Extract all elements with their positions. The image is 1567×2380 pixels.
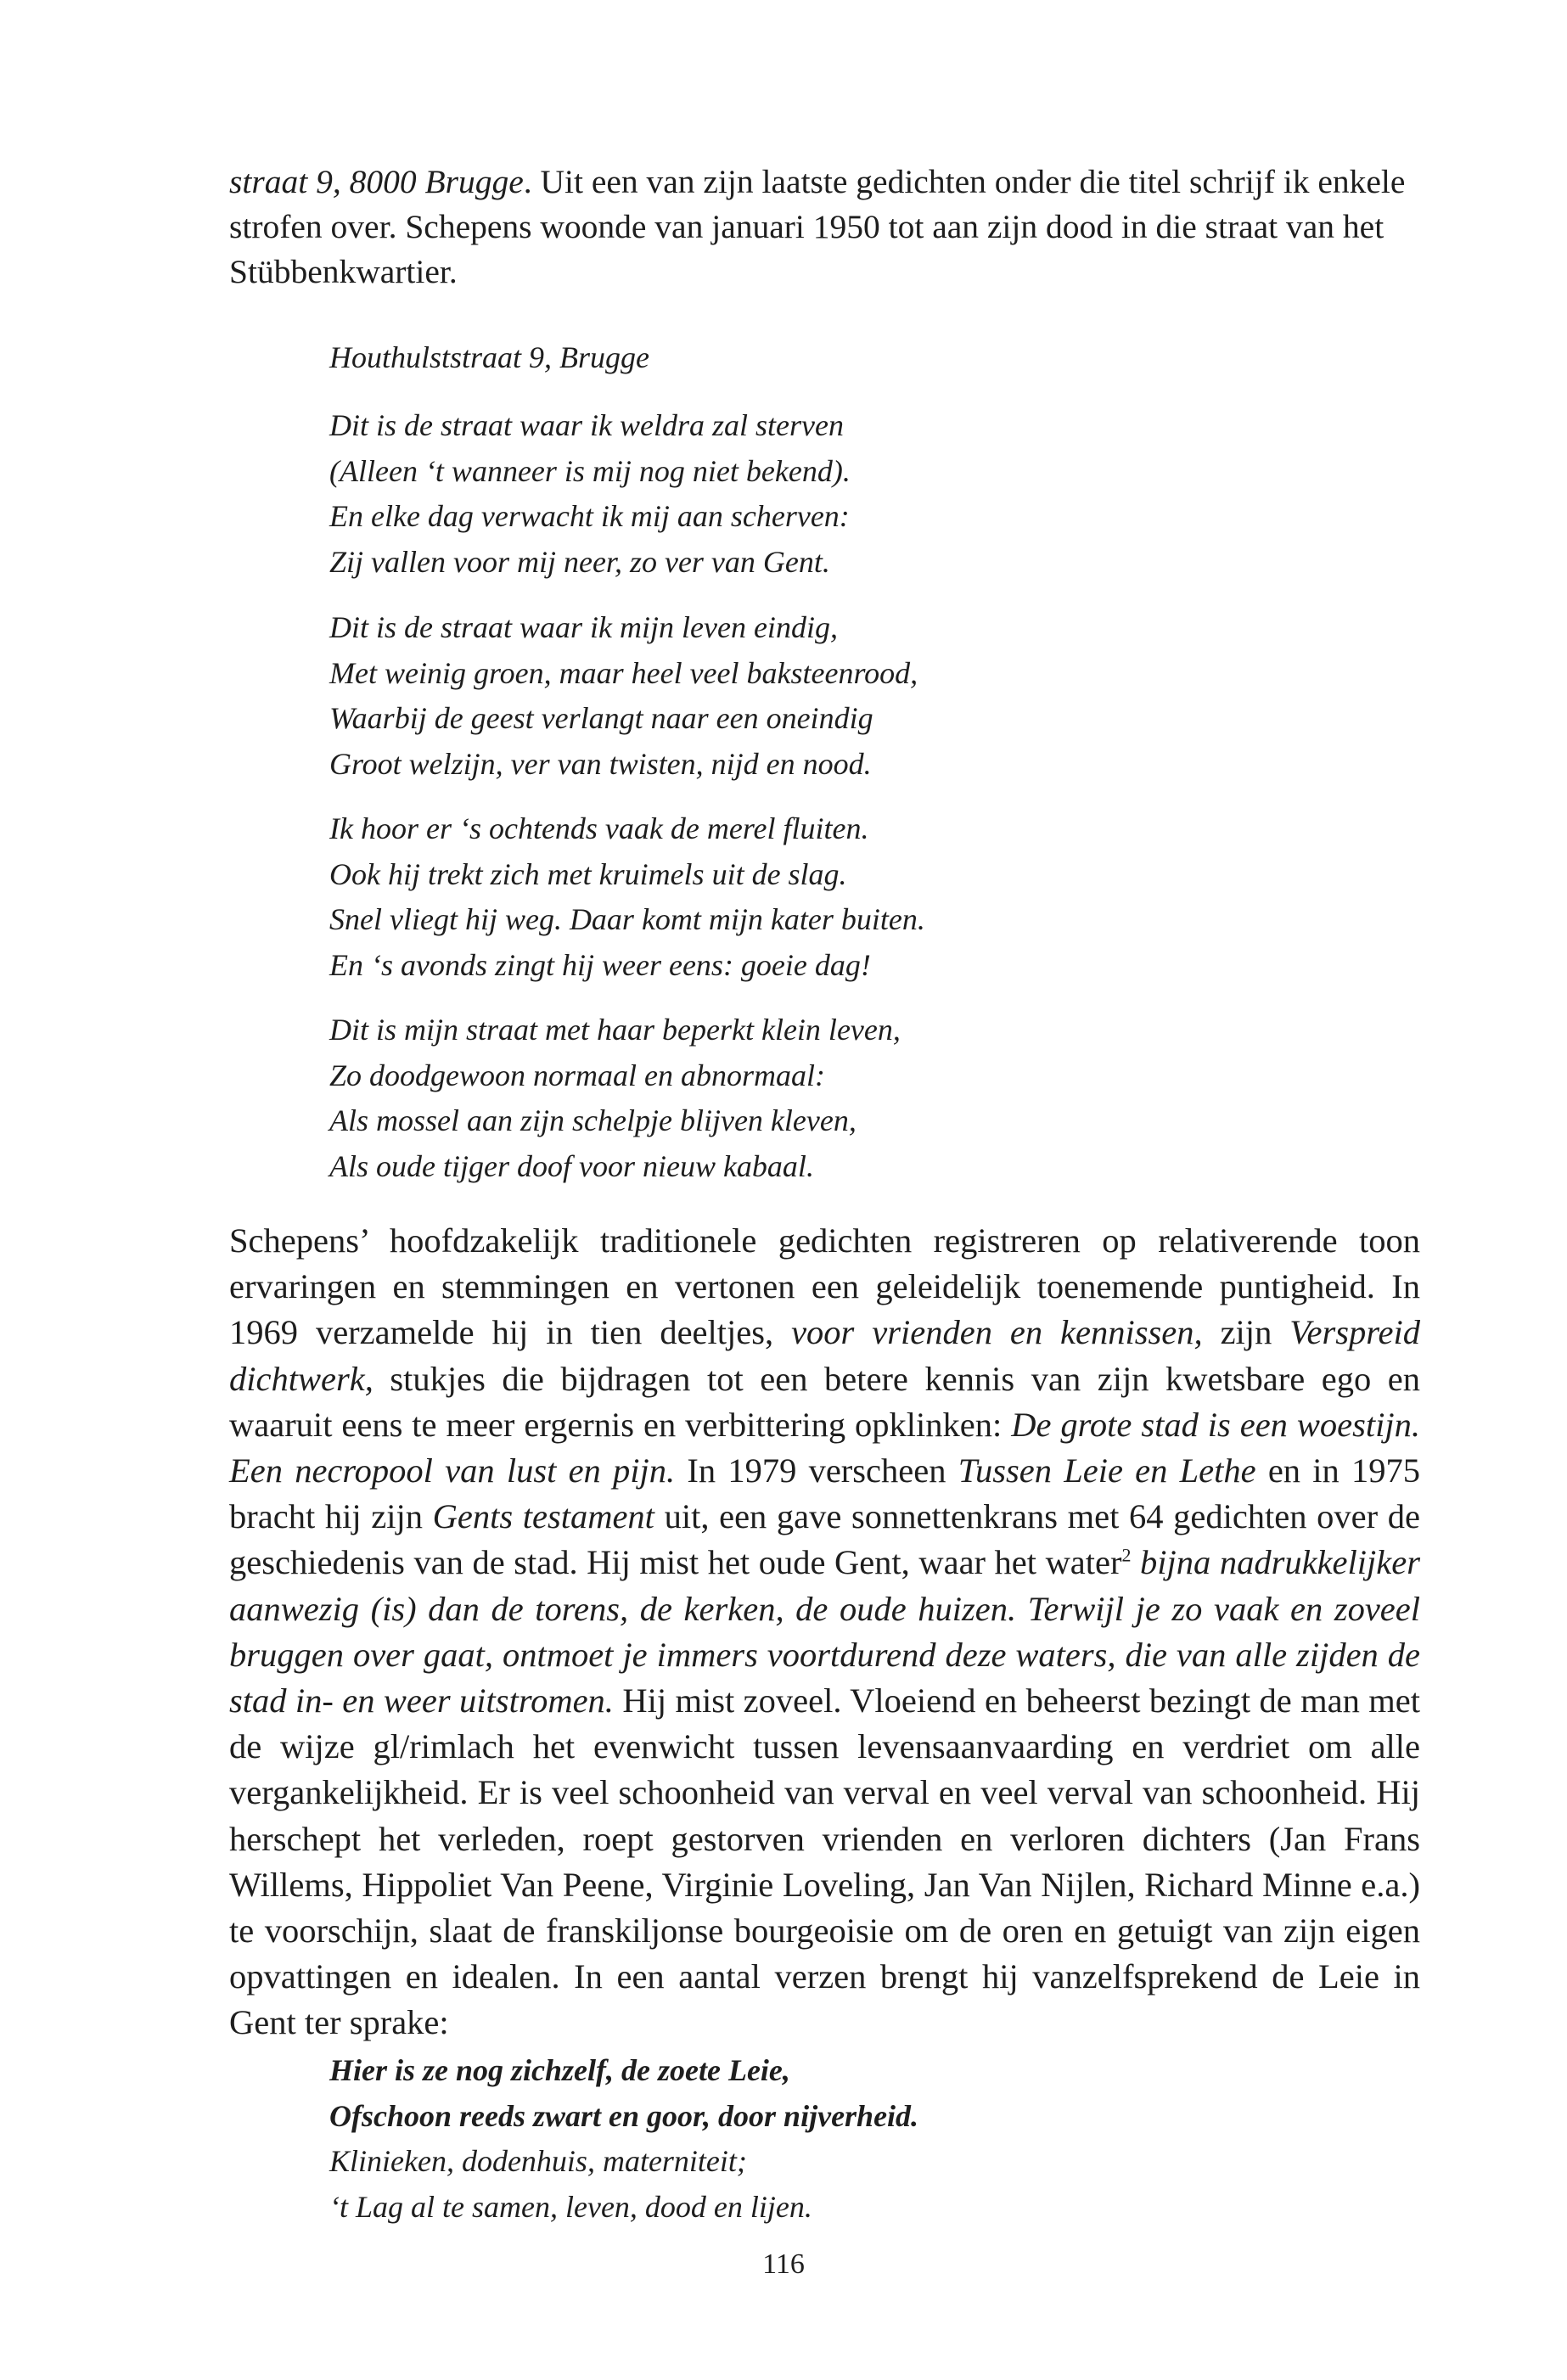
poem-line: Waarbij de geest verlangt naar een oneindig <box>329 701 873 735</box>
poem-line: En elke dag verwacht ik mij aan scherven: <box>329 499 850 533</box>
poem-line: Dit is de straat waar ik mijn leven eindig, <box>329 610 838 644</box>
quoted-stanza <box>329 2048 1433 2230</box>
poem-line: Snel vliegt hij weg. Daar komt mijn kater buiten. <box>329 902 925 936</box>
intro-paragraph <box>229 160 1418 295</box>
quotation-italic: bijna nadrukkelijker aanwezig (is) dan de torens, de kerken, de oude huizen. Terwijl je zo vaak en zoveel bruggen over gaat, ontmoet je immers voortdurend deze waters, die van alle zijden de stad in- en weer uitstromen. <box>229 1543 1420 1720</box>
body-text: zijn <box>1202 1313 1290 1352</box>
poem-stanza-4 <box>329 1008 1433 1189</box>
poem-line: En ‘s avonds zingt hij weer eens: goeie dag! <box>329 947 871 982</box>
poem-line: Dit is de straat waar ik weldra zal sterven <box>329 408 844 442</box>
poem-line: ‘t Lag al te samen, leven, dood en lijen. <box>329 2189 812 2224</box>
page-number: 116 <box>762 2248 805 2280</box>
poem-line: Zo doodgewoon normaal en abnormaal: <box>329 1058 825 1092</box>
body-text: stukjes die bijdragen tot een betere kennis van zijn kwetsbare ego en waaruit eens te meer ergernis en verbittering opklinken: <box>229 1359 1420 1444</box>
book-title-verspreid: Verspreid dichtwerk, <box>229 1313 1420 1398</box>
body-text: In 1979 verscheen <box>675 1451 958 1490</box>
poem-line: Ik hoor er ‘s ochtends vaak de merel fluiten. <box>329 811 869 845</box>
body-text: Schepens’ hoofdzakelijk traditionele gedichten registreren op relativerende toon ervaringen en stemmingen en vertonen een geleidelijk toenemende puntigheid. In 1969 verzamelde hij in tien deeltjes, <box>229 1221 1420 1352</box>
poem-title <box>329 335 1433 381</box>
poem-line: Ofschoon reeds zwart en goor, door nijverheid. <box>329 2098 919 2133</box>
body-paragraph <box>229 1218 1420 2046</box>
poem-line: Ook hij trekt zich met kruimels uit de slag. <box>329 856 847 891</box>
poem-title-text: Houthulststraat 9, Brugge <box>329 340 650 374</box>
footnote-marker: 2 <box>1121 1544 1132 1566</box>
poem-stanza-1 <box>329 403 1433 585</box>
poem-line: Met weinig groen, maar heel veel baksteenrood, <box>329 655 918 690</box>
poem-stanza-2 <box>329 605 1433 787</box>
poem-stanza-3 <box>329 806 1433 988</box>
poem-line: Groot welzijn, ver van twisten, nijd en nood. <box>329 746 872 781</box>
intro-text: . Uit een van zijn laatste gedichten onder die titel schrijf ik enkele strofen over. Schepens woonde van januari 1950 tot aan zijn dood in die straat van het Stübbenkwartier. <box>229 163 1406 290</box>
poem-line: Zij vallen voor mij neer, zo ver van Gent. <box>329 544 830 579</box>
poem-line: Hier is ze nog zichzelf, de zoete Leie, <box>329 2053 790 2087</box>
quotation-italic: De grote stad is een woestijn. Een necropool van lust en pijn. <box>229 1405 1420 1490</box>
body-text: uit, een gave sonnettenkrans met 64 gedichten over de geschiedenis van de stad. Hij mist het oude Gent, waar het water <box>229 1497 1420 1582</box>
body-text: Hij mist zoveel. Vloeiend en beheerst bezingt de man met de wijze gl/rimlach het evenwicht tussen levensaanvaarding en verdriet om alle vergankelijkheid. Er is veel schoonheid van verval en veel verval van schoonheid. Hij herschept het verleden, roept gestorven vrienden en verloren dichters (Jan Frans Willems, Hippoliet Van Peene, Virginie Loveling, Jan Van Nijlen, Richard Minne e.a.) te voorschijn, slaat de franskiljonse bourgeoisie om de oren en getuigt van zijn eigen opvattingen en idealen. In een aantal verzen brengt hij vanzelfsprekend de Leie in Gent ter sprake: <box>229 1681 1420 2042</box>
poem-line: Als mossel aan zijn schelpje blijven kleven, <box>329 1103 857 1137</box>
poem-line: Als oude tijger doof voor nieuw kabaal. <box>329 1148 814 1183</box>
intro-address: straat 9, 8000 Brugge <box>229 163 524 200</box>
poem-line: Dit is mijn straat met haar beperkt klein leven, <box>329 1013 901 1047</box>
book-title-gents-testament: Gents testament <box>432 1497 654 1536</box>
body-italic-text: voor vrienden en kennissen, <box>791 1313 1203 1352</box>
book-title-tussen-leie: Tussen Leie en Lethe <box>958 1451 1256 1490</box>
poem-line: Klinieken, dodenhuis, materniteit; <box>329 2144 747 2178</box>
poem-line: (Alleen ‘t wanneer is mij nog niet bekend). <box>329 453 851 488</box>
body-text: en in 1975 bracht hij zijn <box>229 1451 1421 1536</box>
